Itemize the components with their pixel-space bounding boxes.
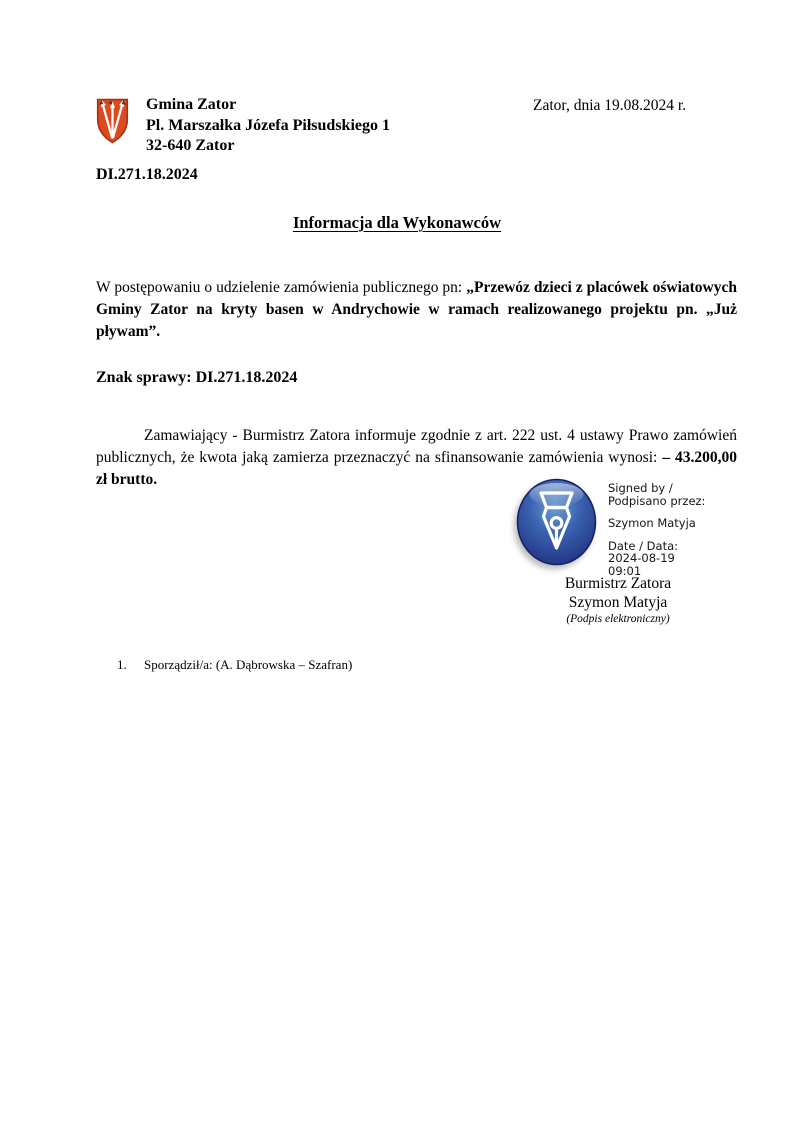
sender-address <box>146 95 390 157</box>
case-reference: Znak sprawy: DI.271.18.2024 <box>96 369 298 386</box>
intro-paragraph <box>96 277 737 343</box>
reference-number: DI.271.18.2024 <box>96 166 198 183</box>
stamp-date-value: 2024-08-19 <box>608 551 675 565</box>
stamp-signer-name: Szymon Matyja <box>608 516 696 530</box>
pen-nib-icon <box>516 478 597 566</box>
sender-street: Pl. Marszałka Józefa Piłsudskiego 1 <box>146 116 390 134</box>
stamp-signed-by-pl: Podpisano przez: <box>608 493 706 508</box>
stamp-date-label: Date / Data: <box>608 538 679 553</box>
letterhead <box>96 95 390 157</box>
footnote-text: Sporządził/a: (A. Dąbrowska – Szafran) <box>144 657 353 672</box>
stamp-signed-by-en: Signed by / <box>608 481 673 495</box>
signature-block <box>518 574 718 627</box>
page-title: Informacja dla Wykonawców <box>292 213 502 232</box>
zator-coat-of-arms-icon <box>96 98 129 144</box>
signature-note: (Podpis elektroniczny) <box>566 613 670 625</box>
body-regular-text: Zamawiający - Burmistrz Zatora informuje zgodnie z art. 222 ust. 4 ustawy Prawo zamówień publicznych, że kwota jaką zamierza przeznaczyć na sfinansowanie zamówienia wynosi: <box>96 426 737 466</box>
footnote-number: 1. <box>117 657 127 672</box>
sender-postal-city: 32-640 Zator <box>146 137 235 154</box>
stamp-text <box>608 478 705 577</box>
sender-org-name: Gmina Zator <box>146 96 237 113</box>
signer-name: Szymon Matyja <box>568 594 668 611</box>
body-bold-amount: – 43.200,00 zł brutto. <box>96 448 738 488</box>
document-date: Zator, dnia 19.08.2024 r. <box>533 97 687 114</box>
signer-role: Burmistrz Zatora <box>564 575 672 592</box>
stamp-time-value: 09:01 <box>608 563 642 578</box>
title-row <box>0 213 794 233</box>
intro-regular-text: W postępowaniu o udzielenie zamówienia publicznego pn: <box>96 278 467 296</box>
electronic-signature-stamp <box>516 478 705 577</box>
intro-bold-text: „Przewóz dzieci z placówek oświatowych Gminy Zator na kryty basen w Andrychowie w ramach realizowanego projektu pn. „Już pływam”. <box>96 278 737 340</box>
footnote <box>117 657 352 673</box>
